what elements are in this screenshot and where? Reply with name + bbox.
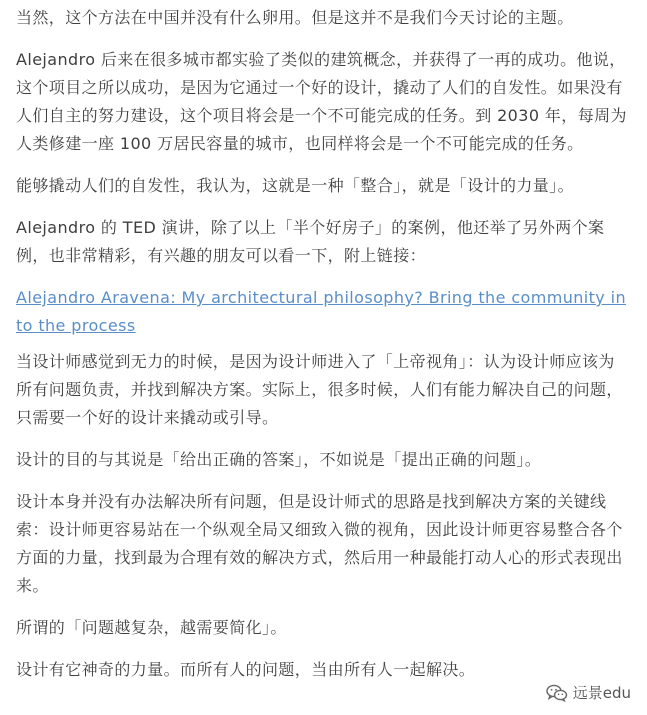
- watermark-text: 远景edu: [572, 684, 631, 702]
- wechat-icon: [546, 684, 568, 702]
- watermark: [542, 680, 635, 705]
- link-paragraph: [16, 284, 630, 340]
- paragraph-7: 设计本身并没有办法解决所有问题，但是设计师式的思路是找到解决方案的关键线索：设计师更容易站在一个纵观全局又细致入微的视角，因此设计师更容易整合各个方面的力量，找到最为合理有效的解决方式，然后用一种最能打动人心的形式表现出来。: [16, 492, 623, 595]
- ted-talk-link[interactable]: Alejandro Aravena: My architectural philosophy? Bring the community into the process: [16, 288, 627, 335]
- article-body: [16, 4, 630, 698]
- paragraph-8: 所谓的「问题越复杂，越需要简化」。: [16, 618, 287, 637]
- paragraph-5: 当设计师感觉到无力的时候，是因为设计师进入了「上帝视角」：认为设计师应该为所有问题负责，并找到解决方案。实际上，很多时候，人们有能力解决自己的问题，只需要一个好的设计来撬动或引导。: [16, 352, 623, 427]
- paragraph-1: 当然，这个方法在中国并没有什么卵用。但是这并不是我们今天讨论的主题。: [16, 8, 574, 27]
- paragraph-3: 能够撬动人们的自发性，我认为，这就是一种「整合」，就是「设计的力量」。: [16, 176, 575, 195]
- paragraph-9: 设计有它神奇的力量。而所有人的问题，当由所有人一起解决。: [16, 660, 476, 679]
- paragraph-4: Alejandro 的 TED 演讲，除了以上「半个好房子」的案例，他还举了另外两个案例，也非常精彩，有兴趣的朋友可以看一下，附上链接：: [16, 218, 605, 265]
- paragraph-6: 设计的目的与其说是「给出正确的答案」，不如说是「提出正确的问题」。: [16, 450, 542, 469]
- paragraph-2: Alejandro 后来在很多城市都实验了类似的建筑概念，并获得了一再的成功。他说，这个项目之所以成功，是因为它通过一个好的设计，撬动了人们的自发性。如果没有人们自主的努力建设，这个项目将会是一个不可能完成的任务。到 2030 年，每周为人类修建一座 100 万居民容量的城市，也同样将会是一个不可能完成的任务。: [16, 50, 627, 153]
